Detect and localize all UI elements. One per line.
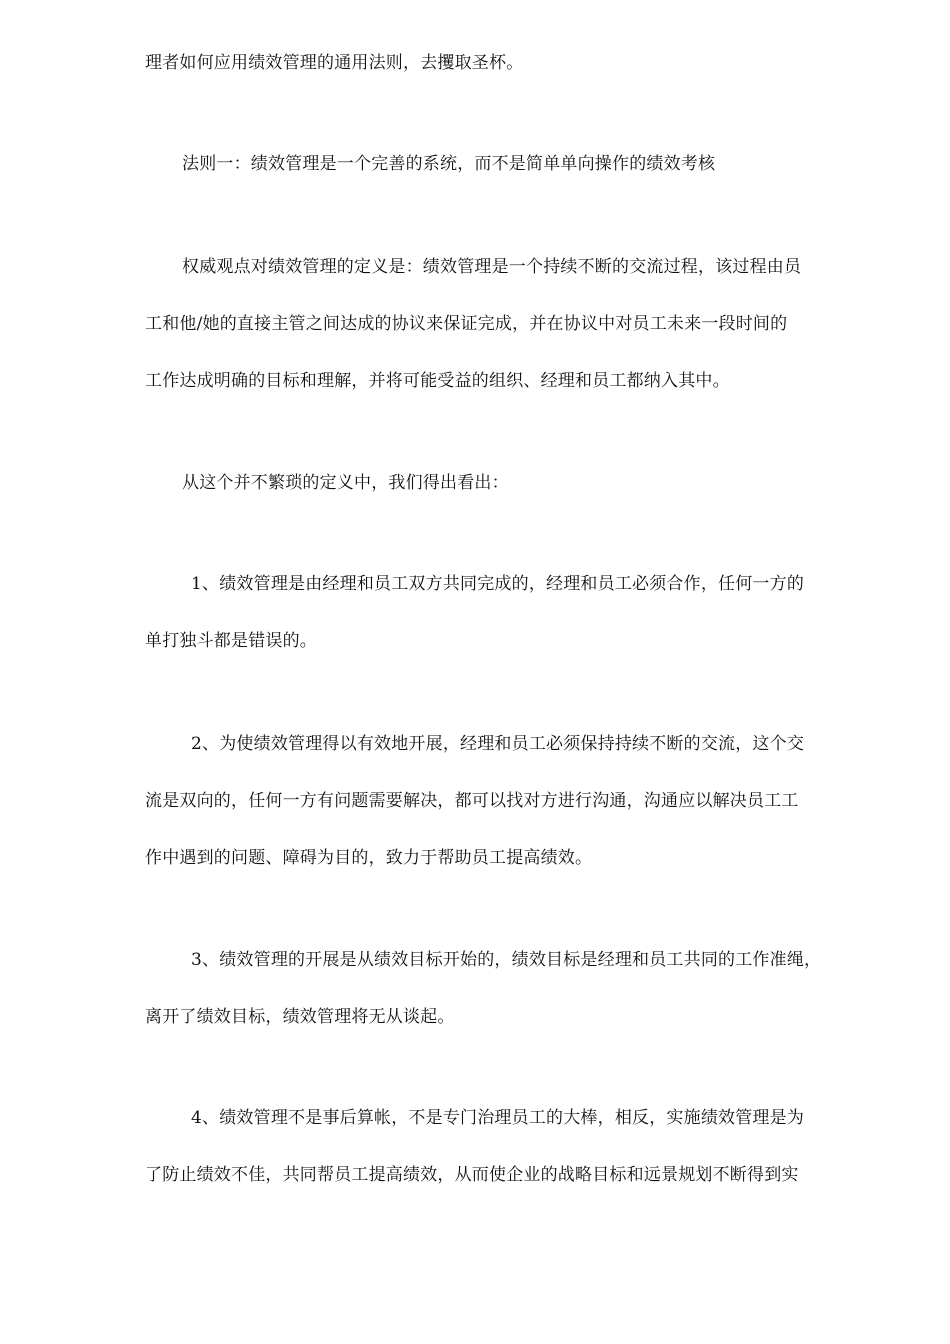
text-line: 工和他/她的直接主管之间达成的协议来保证完成，并在协议中对员工未来一段时间的 <box>145 314 788 334</box>
list-item-3: 3、绩效管理的开展是从绩效目标开始的，绩效目标是经理和员工共同的工作准绳， <box>191 950 822 970</box>
text-line: 流是双向的，任何一方有问题需要解决，都可以找对方进行沟通，沟通应以解决员工工 <box>145 791 799 811</box>
list-item-1: 1、绩效管理是由经理和员工双方共同完成的，经理和员工必须合作，任何一方的 <box>191 574 805 594</box>
list-item-4: 4、绩效管理不是事后算帐，不是专门治理员工的大棒，相反，实施绩效管理是为 <box>191 1108 805 1128</box>
list-item-2: 2、为使绩效管理得以有效地开展，经理和员工必须保持持续不断的交流，这个交 <box>191 734 805 754</box>
rule-heading: 法则一：绩效管理是一个完善的系统，而不是简单单向操作的绩效考核 <box>182 154 716 174</box>
text-line: 离开了绩效目标，绩效管理将无从谈起。 <box>145 1007 455 1027</box>
text-line: 权威观点对绩效管理的定义是：绩效管理是一个持续不断的交流过程，该过程由员 <box>182 257 802 277</box>
text-line: 单打独斗都是错误的。 <box>145 631 317 651</box>
text-line: 理者如何应用绩效管理的通用法则，去攫取圣杯。 <box>145 53 524 73</box>
text-line: 作中遇到的问题、障碍为目的，致力于帮助员工提高绩效。 <box>145 848 593 868</box>
text-line: 从这个并不繁琐的定义中，我们得出看出： <box>182 473 509 493</box>
text-line: 了防止绩效不佳，共同帮员工提高绩效，从而使企业的战略目标和远景规划不断得到实 <box>145 1165 799 1185</box>
text-line: 工作达成明确的目标和理解，并将可能受益的组织、经理和员工都纳入其中。 <box>145 371 730 391</box>
